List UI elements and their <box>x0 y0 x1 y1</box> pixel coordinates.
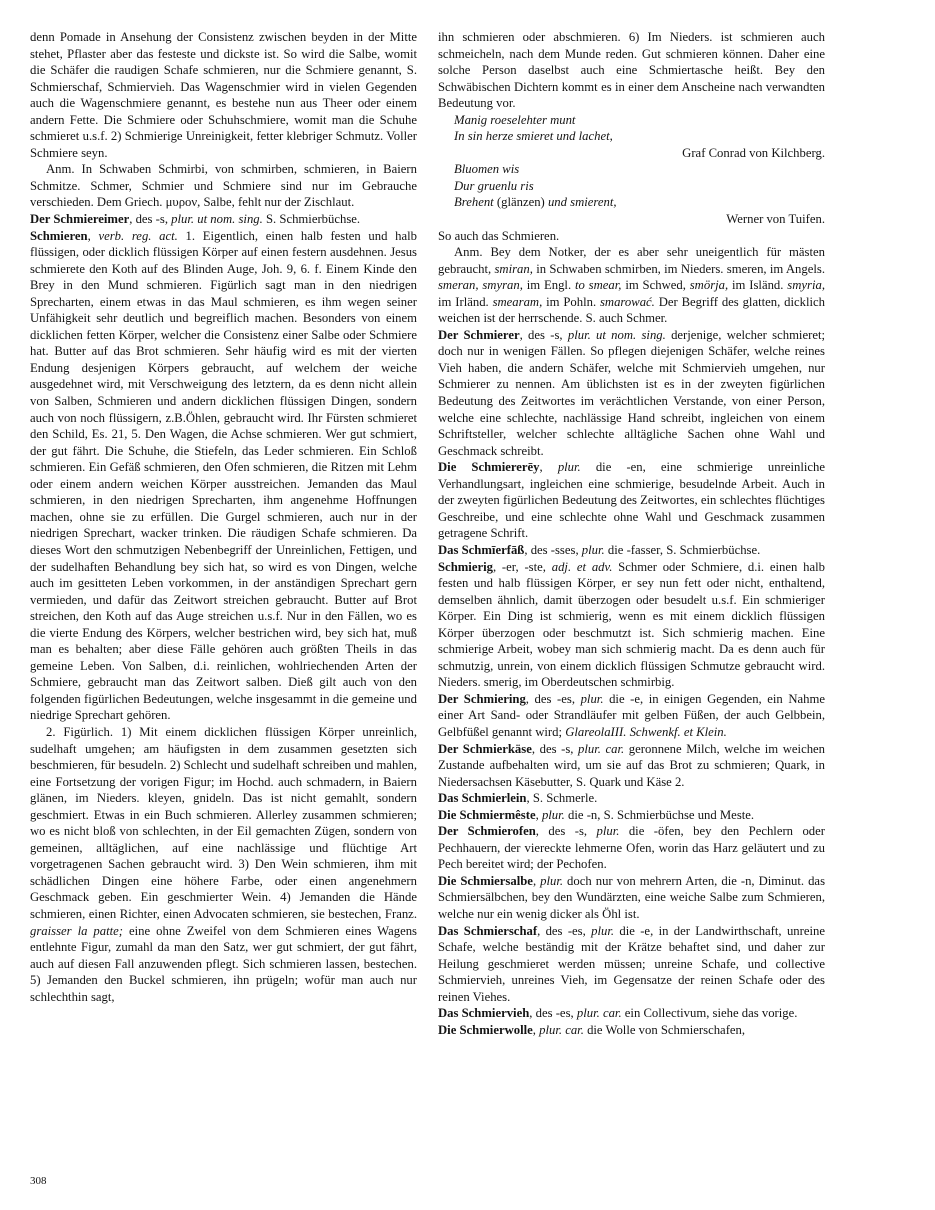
verse-attribution <box>438 211 825 228</box>
text-run: ihn schmieren oder abschmieren. 6) Im Nieders. ist schmieren auch schmeicheln, nach dem Munde reden. Gut schmieren können. Daher eine solche Person daselbst auch eine Schmiertasche heißt. Bey den Schwäbischen Dichtern kommt es in einer dem Anscheine nach verwandten Bedeutung vor. <box>438 30 825 111</box>
annotation-paragraph <box>438 244 825 327</box>
entry-headword: Der Schmiering <box>438 691 526 706</box>
verse-line <box>454 194 825 211</box>
text-run: S. Schmierbüchse. <box>262 212 361 227</box>
dictionary-entry <box>30 211 417 228</box>
italic-text: plur. <box>540 873 564 888</box>
text-run: im Schwed, <box>621 278 690 293</box>
italic-text: plur. <box>591 923 615 938</box>
text-run: 1. Eigentlich, einen halb festen und halb flüssigen, oder dicklich flüssigen Körper auf einen festern ausdehnen. Jesus schmierete den Koth auf des Blinden Auge, Joh. 9, 6. f. Einem Kinde den Brey in den Mund schmieren. Figürlich sagt man in den niedrigen Sprecharten, einem etwas in das Maul schmieren, es ihm wegen seiner Unfähigkeit sehr deutlich und begreiflich machen. Besonders von einem dicklichen fetten Körper, welcher die Consistenz einer Salbe oder Schmiere hat. Butter auf das Brot schmieren. Sehr häufig wird es mit der vierten Endung desjenigen Körpers gebraucht, auf welchem der weiche ausgedehnet wird, mit Verschweigung des letztern, da es denn nicht allein von Salben, Schmieren und andern dicklichen flüssigen Dingen, sondern auch von noch flüssigern, z.B.Öhlen, gebraucht wird. Ihr Fürsten schmieret den Schild, Es. 21, 5. Den Wagen, die Achse schmieren. Wer gut schmiert, der gut fährt. Die Schuhe, die Stiefeln, das Leder schmieren. Ein Schloß schmieren. Ein Gefäß schmieren, den Ofen schmieren, die Ritzen mit Lehm oder einem andern weichen Körper ausstreichen. Jemanden das Maul schmieren, in den niedrigen Sprecharten, ihm angenehme Hoffnungen machen, ohne sie zu erfüllen. Die Gurgel schmieren, auch nur in der niedrigen Sprechart, wacker trinken. Die räudigen Schafe schmieren. Da dieses Wort den schmutzigen Nebenbegriff der Unreinlichen, Fettigen, und der sudelhaften Behandlung bey sich hat, so wird es von Dingen, welche auch im gesitteten Leben vorkommen, in der anständigen Sprechart gern vermieden, und dafür das Zeitwort streichen gebraucht. Butter auf Brot streichen, den Koth auf das Auge streichen u.s.f. Nur in den Fällen, wo es die vierte Endung des Körpers, welcher bestrichen wird, bey sich hat, muß man es behalten; aber diese Fälle gehören auch größten Theils in das gemeine Leben. Von Salben, d.i. reinlichen, wohlriechenden Arten der Schmiere, gebraucht man das Zeitwort salben. Dieß gilt auch von den folgenden figürlichen Bedeutungen, welche insgesammt in die gemeine und niedrige Sprechart gehören. <box>30 228 417 723</box>
text-run: die -e, in einigen Gegenden, ein Nahme einer Art Sand- oder Strandläufer mit gelben Füßen, der auch Gelbbein, Gelbfüßel genannt wird; <box>438 691 825 739</box>
text-run: , -er, -ste, <box>492 559 552 574</box>
text-run: , des -s, <box>531 741 579 756</box>
dictionary-entry <box>438 790 825 807</box>
entry-headword: Das Schmierschaf <box>438 923 538 938</box>
entry-headword: Die Schmiermêste <box>438 807 536 822</box>
verse-line <box>454 112 825 129</box>
dictionary-entry <box>30 228 417 724</box>
text-run: , <box>539 460 558 475</box>
dictionary-entry <box>438 559 825 691</box>
text-run: Anm. In Schwaben Schmirbi, von schmirben, schmieren, in Baiern Schmitze. Schmer, Schmier und Schmiere sind nur im Gebrauche verschieden. Dem Griech. μυρον, Salbe, fehlt nur der Zischlaut. <box>30 162 417 210</box>
text-run: die Wolle von Schmierschafen, <box>583 1022 746 1037</box>
entry-headword: Der Schmiereimer <box>30 212 130 227</box>
text-run: Brehent <box>454 195 497 210</box>
text-run: eine ohne Zweifel von dem Schmieren eines Wagens entlehnte Figur, zumahl da man den Satz, wer gut schmiert, der gut fährt, auch auf diesen Fall anzuwenden pflegt. Sich schmieren lassen, bestechen. 5) Jemanden den Buckel schmieren, ihn prügeln; wofür man auch nur schlechthin sagt, <box>30 923 417 1004</box>
entry-headword: Der Schmierkäse <box>438 741 532 756</box>
dictionary-entry <box>438 542 825 559</box>
dictionary-entry <box>438 1022 825 1039</box>
text-paragraph <box>438 228 825 245</box>
dictionary-entry <box>438 923 825 1006</box>
italic-text: smyria, <box>787 278 825 293</box>
text-paragraph <box>30 29 417 161</box>
italic-text: to smear, <box>574 278 622 293</box>
italic-text: graisser la patte; <box>30 923 124 938</box>
text-run: , des -s, <box>129 212 172 227</box>
text-run: , <box>535 807 542 822</box>
text-run: im Irländ. <box>438 294 493 309</box>
entry-headword: Das Schmīerfāß <box>438 542 525 557</box>
text-run: geronnene Milch, welche im weichen Zustande aufbehalten wird, um sie auf das Brot zu schmieren; Quark, in Niedersachsen Käsebutter, S. Quark und Käse 2. <box>438 741 826 789</box>
text-run: in Schwaben schmirben, im Nieders. smeren, im Angels. <box>532 261 825 276</box>
entry-headword: Die Schmierwolle <box>438 1022 533 1037</box>
left-column <box>30 29 417 1005</box>
entry-headword: Schmierig <box>438 559 493 574</box>
text-run: 2. Figürlich. 1) Mit einem dicklichen flüssigen Körper unreinlich, sudelhaft umgehen; am häufigsten in dem zusammen gesetzten sich beschmieren, für besudeln. 2) Schlecht und sudelhaft schreiben und mahlen, eine Fortsetzung der vorigen Figur; im Hochd. auch schmadern, in Baiern glänen, im Nieders. kleyen, gnideln. Das ist nicht gemahlt, sondern geschmiert. Etwas in ein Buch schmieren. Allerley zusammen schmieren; wo es nicht bloß von schlechten, in der Eil gemachten Zügen, sondern von gemeinen, alltäglichen, auf eine nachlässige und flüchtige Art vorgetragenen Sachen gebraucht wird. 3) Den Wein schmieren, ihm mit schädlichen Dingen eine höhere Farbe, oder einen angenehmern Geschmack geben. Ein geschmierter Wein. 4) Jemanden die Hände schmieren, einen Richter, einen Advocaten schmieren, sie bestechen, Franz. <box>30 724 417 921</box>
italic-text: smarować. <box>599 294 655 309</box>
text-run: doch nur von mehrern Arten, die -n, Diminut. das Schmiersälbchen, bey den Wundärzten, eine weiche Salbe zum Schmieren, welche nur ein wenig dicker als Öhl ist. <box>438 873 826 921</box>
annotation-paragraph <box>30 161 417 211</box>
text-run: im Pohln. <box>542 294 600 309</box>
right-column <box>438 29 825 1038</box>
verse-attribution <box>438 145 825 162</box>
text-run: Der Begriff des glatten, dicklich weichen ist der herrschende. S. auch Schmer. <box>438 294 825 326</box>
text-run: im Engl. <box>522 278 575 293</box>
text-run: , des -s, <box>519 327 568 342</box>
text-run: Schmer oder Schmiere, d.i. einen halb festen und halb flüssigen Körper, er sey nun fett oder nicht, enthaltend, demselben ähnlich, damit überzogen oder besudelt u.s.f. Ein schmieriger Körper. Ein Ding ist schmierig, wenn es mit einem dicklich flüssigen Körper überzogen oder beschmutzt ist. Sich schmierig machen. Eine schmierige Arbeit, wobey man sich schmierig macht. Da es denn auch für schmutzig, unrein, von einem dicklich flüssigen Schmutze gebraucht wird. Nieders. smerig, im Oberdeutschen schmirbig. <box>438 559 825 690</box>
text-run: Werner von Tuifen. <box>726 212 825 227</box>
dictionary-entry <box>438 1005 825 1022</box>
roman-gloss: (glänzen) <box>496 195 545 210</box>
text-run: Graf Conrad von Kilchberg. <box>682 145 825 160</box>
text-run: , S. Schmerle. <box>526 791 598 806</box>
text-run: die -n, S. Schmierbüchse und Meste. <box>564 807 755 822</box>
text-run: im Isländ. <box>728 278 788 293</box>
text-run: ein Collectivum, siehe das vorige. <box>621 1006 798 1021</box>
text-run: die -en, eine schmierige unreinliche Verhandlungsart, ingleichen eine schmierige, besudelnde Arbeit. Auch in der zweyten figürlichen Bedeutung des Zeitwortes, ein schlechtes flüchtiges Geschreibe, und eine schlechte ohne Wahl und Geschmack zusammen getragene Schrift. <box>438 460 825 541</box>
dictionary-entry <box>438 741 825 791</box>
entry-headword: Der Schmierer <box>438 327 520 342</box>
dictionary-entry <box>438 459 825 542</box>
entry-headword: Schmieren <box>30 228 88 243</box>
text-run: Anm. Bey dem Notker, der es aber sehr uneigentlich für mästen gebraucht, <box>438 245 825 276</box>
text-run: Bluomen wis <box>454 162 520 177</box>
entry-headword: Die Schmiererēy <box>438 460 540 475</box>
text-run: , des -es, <box>537 923 592 938</box>
italic-text: plur. ut nom. sing. <box>567 327 666 342</box>
entry-headword: Die Schmiersalbe <box>438 873 533 888</box>
text-run: , des -s, <box>535 824 597 839</box>
italic-text: verb. reg. act. <box>98 228 178 243</box>
dictionary-entry <box>438 823 825 873</box>
text-run: , des -sses, <box>524 542 582 557</box>
text-run: die -öfen, bey den Pechlern oder Pechhauern, der viereckte lehmerne Ofen, worin das Harz geläutert und zu Pech bereitet wird; der Pechofen. <box>438 824 826 872</box>
italic-text: plur. <box>596 824 620 839</box>
verse-line <box>454 161 825 178</box>
text-paragraph <box>438 29 825 112</box>
italic-text: plur. car. <box>576 1006 622 1021</box>
italic-text: plur. <box>541 807 565 822</box>
text-run: Manig roeselehter munt <box>454 112 576 127</box>
text-run: , des -es, <box>525 691 581 706</box>
text-run: die -e, in der Landwirthschaft, unreine Schafe, welche beständig mit der Krätze behaftet sind, und daher zur Heilung geschmieret werden müssen; unreine Schafe, und collective Schmiervieh, unreines Vieh, im Gegensatze der reinen Schafe oder des reinen Viehes. <box>438 923 825 1004</box>
text-run: , <box>532 873 541 888</box>
italic-text: adj. et adv. <box>551 559 613 574</box>
text-run: So auch das Schmieren. <box>438 228 560 243</box>
text-run: Dur gruenlu ris <box>454 178 534 193</box>
text-run: derjenige, welcher schmieret; doch nur in wenigen Fällen. So pflegen diejenigen Schäfer, welche reines Vieh haben, die andern Schäfer, welche mit Schmiervieh umgehen, nur Schmierer zu nennen. Am üblichsten ist es in der zweyten figürlichen Bedeutung des Zeitwortes im verächtlichen Verstande, von einer Person, welche eine schlechte, nachlässige Hand schreibt, ingleichen von einem Schriftsteller, welcher schlechte alltägliche Sachen ohne Wahl und Geschmack schreibt. <box>438 327 825 458</box>
page-number: 308 <box>30 1175 47 1187</box>
text-run: denn Pomade in Ansehung der Consistenz zwischen beyden in der Mitte stehet, Pflaster aber das festeste und dickste ist. So wird die Salbe, womit die Schäfer die raudigen Schafe schmieren, nur die Schmiere genannt, S. Schmierschaf, Schmiervieh. Das Wagenschmier wird in vielen Gegenden auch die Wagenschmiere genannt, es bestehe nun aus Theer oder einem andern Fette. Die Schmiere oder Schuhschmiere, womit man die Schuhe schmieret u.s.f. 2) Schmierige Unreinigkeit, fetter klebriger Schmutz. Voller Schmiere seyn. <box>30 30 417 160</box>
italic-text: plur. car. <box>578 741 625 756</box>
entry-headword: Das Schmiervieh <box>438 1006 530 1021</box>
dictionary-entry <box>438 691 825 741</box>
italic-text: plur. ut nom. sing. <box>171 212 263 227</box>
verse-line <box>454 128 825 145</box>
entry-headword: Das Schmierlein <box>438 791 527 806</box>
italic-text: smeran, smyran, <box>438 278 523 293</box>
italic-text: smörja, <box>689 278 729 293</box>
italic-text: smiran, <box>494 261 533 276</box>
text-run: , <box>532 1022 540 1037</box>
text-run: In sin herze smieret und lachet, <box>454 129 613 144</box>
text-run: , <box>87 228 99 243</box>
verse-line <box>454 178 825 195</box>
text-run: und smierent, <box>544 195 617 210</box>
italic-text: plur. <box>580 691 604 706</box>
text-run: die -fasser, S. Schmierbüchse. <box>604 542 761 557</box>
italic-text: smearam, <box>492 294 543 309</box>
dictionary-entry <box>438 873 825 923</box>
entry-headword: Der Schmierofen <box>438 824 536 839</box>
dictionary-entry <box>438 327 825 459</box>
italic-text: plur. <box>581 542 605 557</box>
annotation-paragraph <box>30 724 417 1005</box>
italic-text: plur. car. <box>539 1022 584 1037</box>
italic-text: GlareolaIII. Schwenkf. et Klein. <box>565 724 727 739</box>
italic-text: plur. <box>557 460 581 475</box>
dictionary-entry <box>438 807 825 824</box>
text-run: , des -es, <box>529 1006 577 1021</box>
